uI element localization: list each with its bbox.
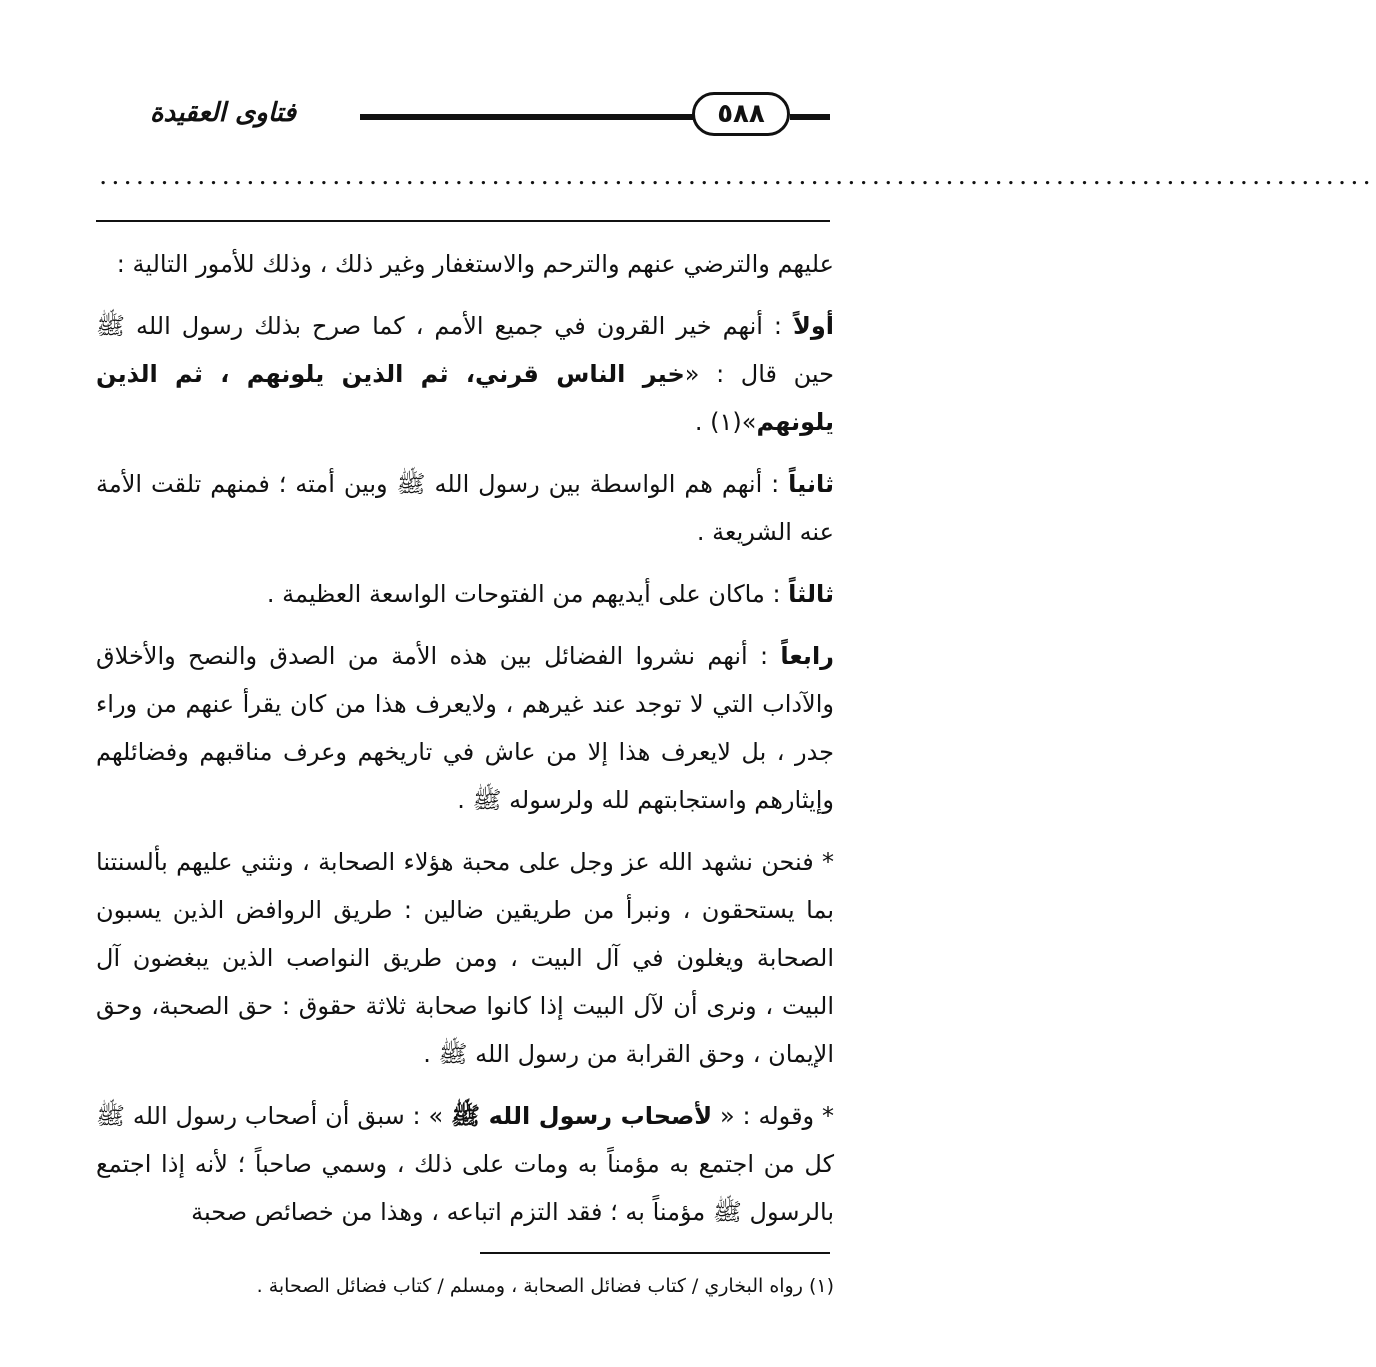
hadith-quote: خير الناس قرني، ثم الذين يلونهم ، ثم الذين يلونهم (96, 360, 834, 436)
paragraph-tail: » : سبق أن أصحاب رسول الله ﷺ كل من اجتمع به مؤمناً به ومات على ذلك ، وسمي صاحباً ؛ لأنه إذا اجتمع بالرسول ﷺ مؤمناً به ؛ فقد التزم اتباعه ، وهذا من خصائص صحبة (96, 1102, 834, 1226)
header-rule-right (790, 114, 830, 120)
page-number-badge: ٥٨٨ (692, 92, 790, 136)
paragraph-third (96, 570, 834, 618)
paragraph-fourth (96, 632, 834, 824)
paragraph-second (96, 460, 834, 556)
paragraph-tail: »(١) . (694, 408, 757, 436)
paragraph-companions (96, 1092, 834, 1236)
paragraph-text: * فنحن نشهد الله عز وجل على محبة هؤلاء الصحابة ، ونثني عليهم بألسنتنا بما يستحقون ، ونبرأ من طريقين ضالين : طريق الروافض الذين يسبون الصحابة ويغلون في آل البيت ، ومن طريق النواصب الذين يبغضون آل البيت ، ونرى أن لآل البيت إذا كانوا صحابة ثلاثة حقوق : حق الصحبة، وحق الإيمان ، وحق القرابة من رسول الله ﷺ . (96, 848, 834, 1068)
paragraph-text: : أنهم نشروا الفضائل بين هذه الأمة من الصدق والنصح والأخلاق والآداب التي لا توجد عند غيرهم ، ولايعرف هذا من كان يقرأ عنهم من وراء جدر ، بل لايعرف هذا إلا من عاش في تاريخهم وعرف مناقبهم وفضائلهم وإيثارهم واستجابتهم لله ولرسوله ﷺ . (96, 642, 834, 814)
dotted-separator: ........................................................................................................ (100, 168, 1376, 189)
page-header (92, 92, 830, 142)
paragraph-intro (96, 240, 834, 288)
paragraph-lead: ثالثاً (788, 580, 834, 608)
paragraph-testimony (96, 838, 834, 1078)
footnote-rule (480, 1252, 830, 1254)
quoted-phrase: لأصحاب رسول الله ﷺ (451, 1102, 713, 1130)
page-body (96, 240, 834, 1250)
footnote: (١) رواه البخاري / كتاب فضائل الصحابة ، ومسلم / كتاب فضائل الصحابة . (256, 1275, 834, 1297)
paragraph-lead: أولاً (792, 312, 834, 340)
paragraph-text: * وقوله : « (712, 1102, 834, 1130)
running-title: فتاوى العقيدة (149, 98, 297, 128)
paragraph-text: : أنهم خير القرون في جميع الأمم ، كما صرح بذلك رسول الله ﷺ حين قال : « (96, 312, 834, 388)
paragraph-text: : ماكان على أيديهم من الفتوحات الواسعة العظيمة . (266, 580, 789, 608)
paragraph-lead: ثانياً (788, 470, 834, 498)
paragraph-text: عليهم والترضي عنهم والترحم والاستغفار وغير ذلك ، وذلك للأمور التالية : (116, 250, 834, 278)
content-top-rule (96, 220, 830, 222)
paragraph-text: : أنهم هم الواسطة بين رسول الله ﷺ وبين أمته ؛ فمنهم تلقت الأمة عنه الشريعة . (96, 470, 834, 546)
paragraph-first (96, 302, 834, 446)
paragraph-lead: رابعاً (780, 642, 834, 670)
